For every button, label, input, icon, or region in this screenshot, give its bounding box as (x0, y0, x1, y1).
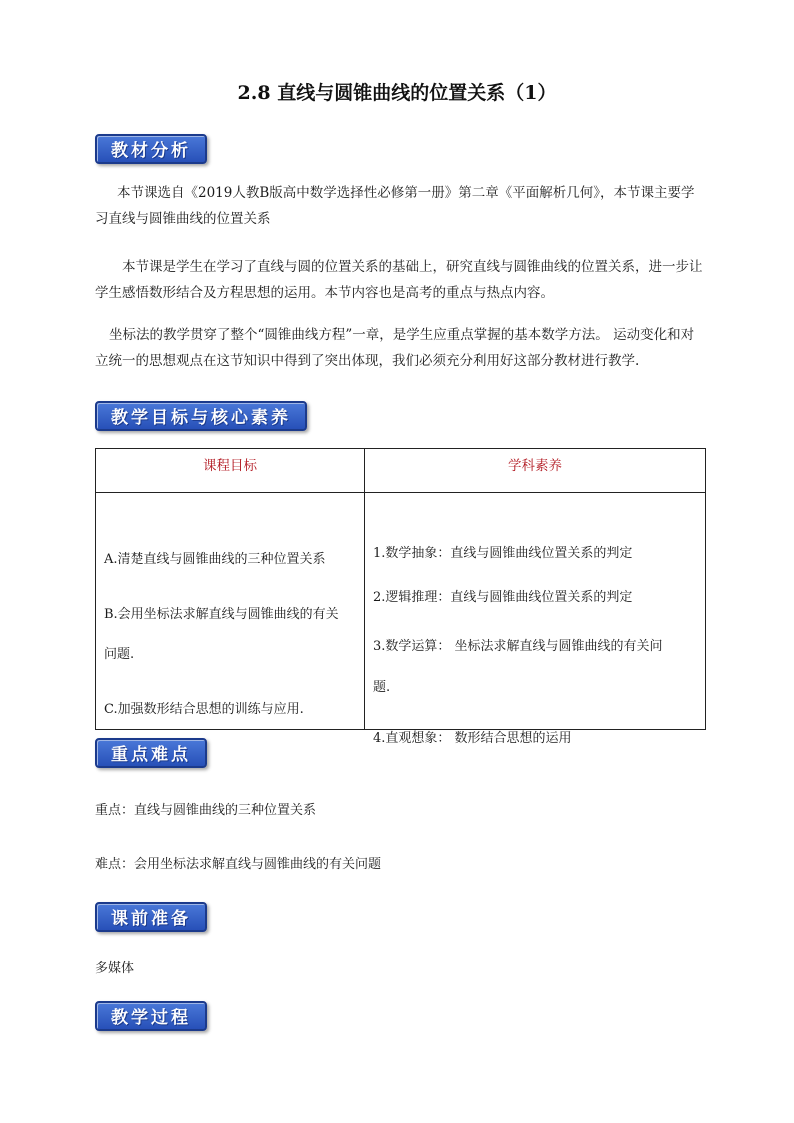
section-badge-goals: 教学目标与核心素养 (95, 401, 307, 431)
literacy-item-continued: 题. (373, 680, 391, 695)
literacy-item: 1.数学抽象：直线与圆锥曲线位置关系的判定 (373, 546, 633, 561)
goal-item: C.加强数形结合思想的训练与应用. (104, 702, 304, 717)
difficulty-text: 难点：会用坐标法求解直线与圆锥曲线的有关问题 (95, 857, 382, 872)
literacy-item: 3.数学运算： 坐标法求解直线与圆锥曲线的有关问 (373, 639, 663, 654)
goal-item: B.会用坐标法求解直线与圆锥曲线的有关 (104, 607, 339, 622)
goal-item: A.清楚直线与圆锥曲线的三种位置关系 (104, 552, 326, 567)
section-badge-preparation: 课前准备 (95, 902, 207, 932)
page-title: 2.8 直线与圆锥曲线的位置关系（1） (237, 82, 557, 104)
section-badge-process: 教学过程 (95, 1001, 207, 1031)
analysis-paragraph-1: 本节课选自《2019人教B版高中数学选择性必修第一册》第二章《平面解析几何》，本节课主要学习直线与圆锥曲线的位置关系 (95, 185, 695, 227)
analysis-paragraph-3: 坐标法的教学贯穿了整个“圆锥曲线方程”一章，是学生应重点掌握的基本数学方法。 运动变化和对立统一的思想观点在这节知识中得到了突出体现，我们必须充分利用好这部分教材进行教学. (95, 327, 695, 369)
goals-cell (96, 493, 365, 729)
literacy-item: 4.直观想象： 数形结合思想的运用 (373, 731, 572, 746)
table-header-literacy: 学科素养 (365, 449, 705, 493)
table-header-goals: 课程目标 (96, 449, 365, 493)
analysis-paragraph-2: 本节课是学生在学习了直线与圆的位置关系的基础上，研究直线与圆锥曲线的位置关系，进一步让学生感悟数形结合及方程思想的运用。本节内容也是高考的重点与热点内容。 (95, 259, 703, 301)
preparation-text: 多媒体 (95, 961, 135, 976)
literacy-item: 2.逻辑推理：直线与圆锥曲线位置关系的判定 (373, 590, 633, 605)
goal-item-continued: 问题. (104, 647, 135, 662)
goals-table (95, 448, 706, 746)
literacy-cell (365, 493, 705, 746)
key-point-text: 重点：直线与圆锥曲线的三种位置关系 (95, 803, 317, 818)
section-badge-analysis: 教材分析 (95, 134, 207, 164)
section-badge-key-points: 重点难点 (95, 738, 207, 768)
